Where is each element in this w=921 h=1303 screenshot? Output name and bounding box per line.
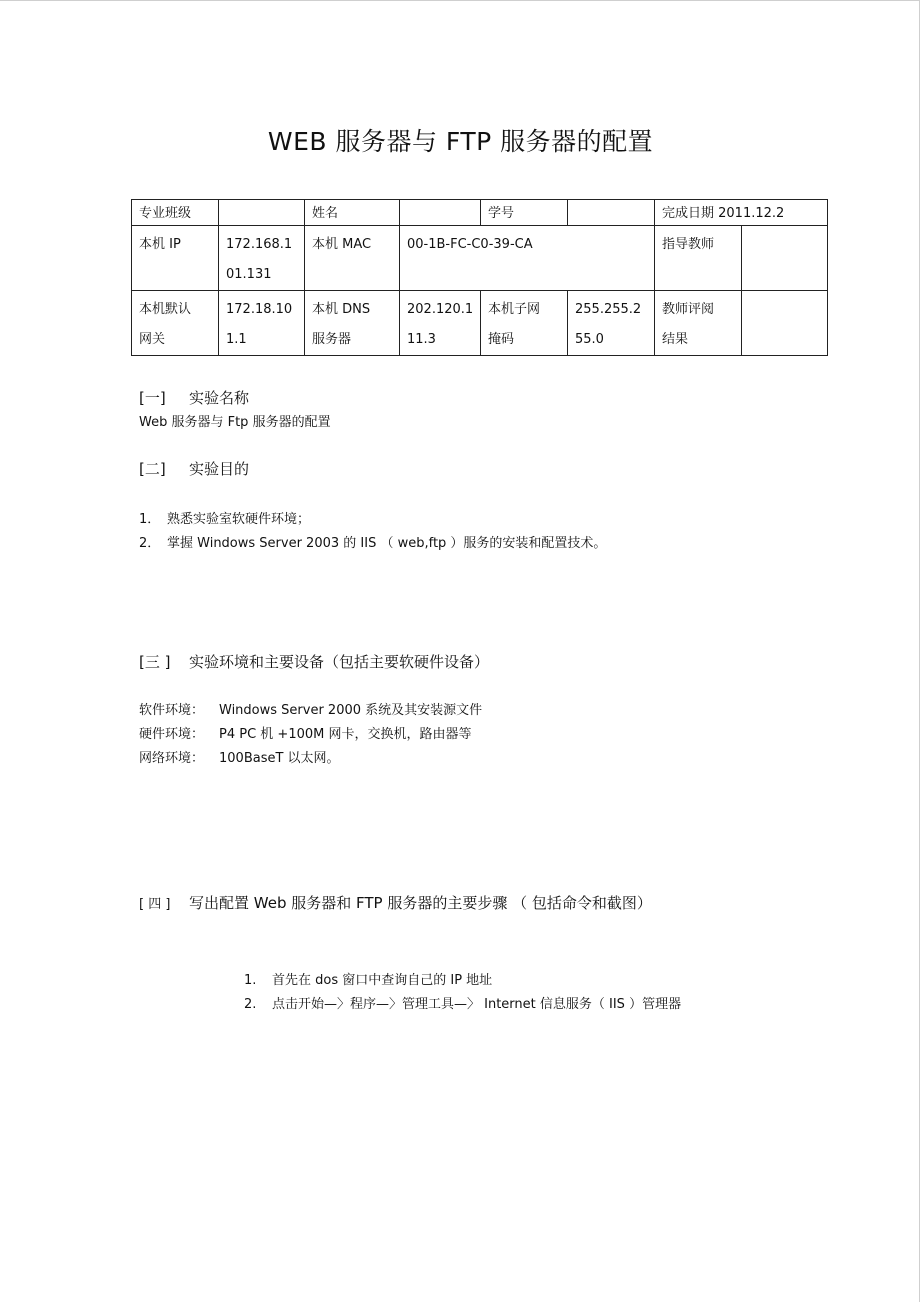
table-cell: 本机子网 掩码: [481, 291, 568, 356]
table-cell: 本机 MAC: [305, 226, 400, 291]
list-item: 1. 首先在 dos 窗口中查询自己的 IP 地址: [244, 973, 493, 988]
section-1-body: Web 服务器与 Ftp 服务器的配置: [139, 415, 331, 430]
table-cell: [568, 200, 655, 226]
page-title: WEB 服务器与 FTP 服务器的配置: [267, 127, 654, 156]
section-heading-3: [139, 651, 489, 672]
section-number: [ 四 ]: [139, 897, 171, 912]
table-cell: [400, 200, 481, 226]
table-cell: 姓名: [305, 200, 400, 226]
table-cell: 指导教师: [655, 226, 742, 291]
table-cell: 本机 IP: [132, 226, 219, 291]
section-number: [二]: [139, 460, 166, 478]
section-heading-4: [139, 892, 652, 913]
section-heading-1: [139, 387, 249, 408]
table-cell: 172.18.10 1.1: [219, 291, 305, 356]
env-row-hardware: 硬件环境： P4 PC 机 +100M 网卡，交换机，路由器等: [139, 727, 472, 742]
env-row-software: 软件环境： Windows Server 2000 系统及其安装源文件: [139, 703, 483, 718]
env-row-network: 网络环境： 100BaseT 以太网。: [139, 751, 340, 766]
section-number: [一]: [139, 389, 166, 407]
list-item: 2． 掌握 Windows Server 2003 的 IIS （ web,ftp ）服务的安装和配置技术。: [139, 536, 607, 551]
list-item: 1． 熟悉实验室软硬件环境；: [139, 512, 311, 527]
table-cell: 本机默认 网关: [132, 291, 219, 356]
section-title: 写出配置 Web 服务器和 FTP 服务器的主要步骤 （ 包括命令和截图）: [189, 894, 652, 912]
table-row: [132, 200, 828, 226]
table-cell: 本机 DNS 服务器: [305, 291, 400, 356]
table-cell: 202.120.1 11.3: [400, 291, 481, 356]
table-cell: 完成日期 2011.12.2: [655, 200, 828, 226]
table-cell: 专业班级: [132, 200, 219, 226]
table-row: [132, 226, 828, 291]
table-cell: 172.168.1 01.131: [219, 226, 305, 291]
section-title: 实验目的: [189, 460, 250, 478]
section-title: 实验名称: [189, 389, 250, 407]
table-cell: [742, 226, 828, 291]
table-cell: [219, 200, 305, 226]
table-cell: 00-1B-FC-C0-39-CA: [400, 226, 655, 291]
section-heading-2: [139, 458, 249, 479]
table-row: [132, 291, 828, 356]
table-cell: 255.255.2 55.0: [568, 291, 655, 356]
list-item: 2. 点击开始—〉程序—〉管理工具—〉 Internet 信息服务（ IIS ）管理器: [244, 997, 682, 1012]
table-cell: 教师评阅 结果: [655, 291, 742, 356]
section-title: 实验环境和主要设备（包括主要软硬件设备）: [189, 653, 490, 671]
info-table: [131, 199, 828, 356]
table-cell: [742, 291, 828, 356]
table-cell: 学号: [481, 200, 568, 226]
section-number: [三 ]: [139, 653, 171, 671]
